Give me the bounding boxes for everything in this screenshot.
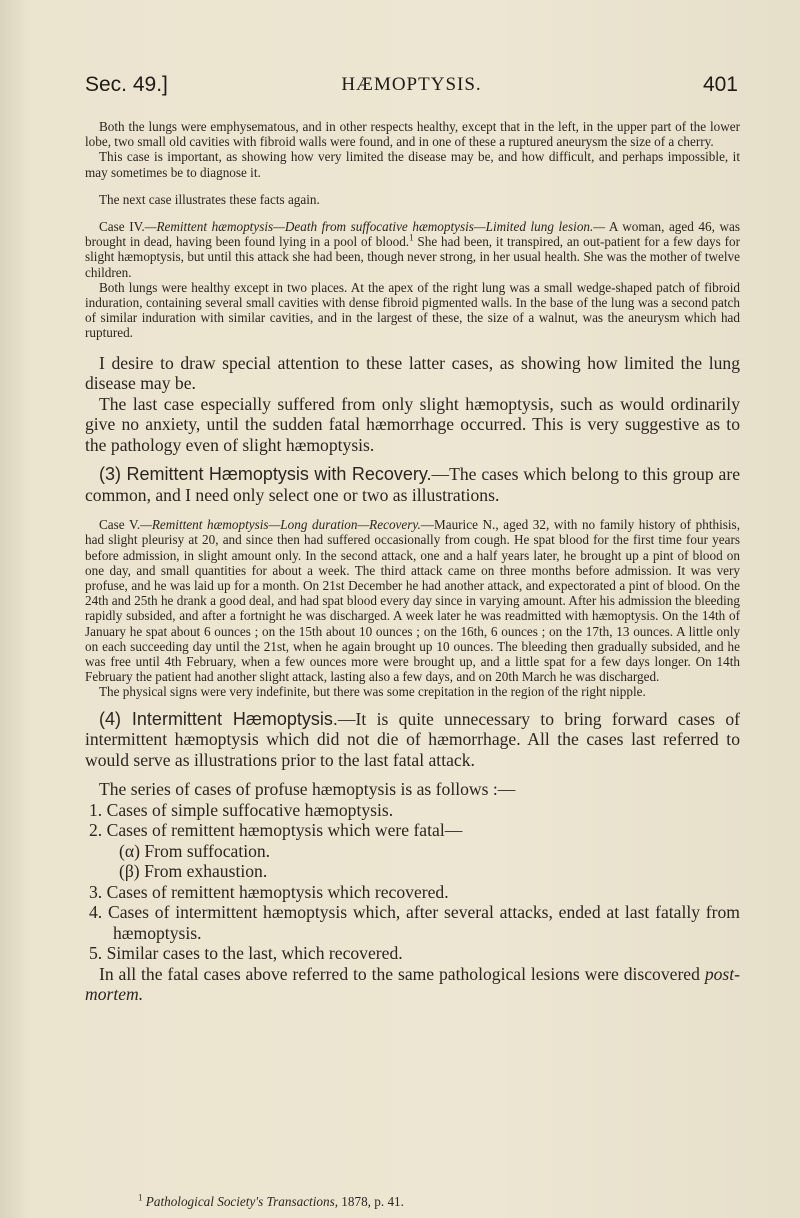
case-iv-title: —Remittent hæmoptysis—Death from suffocative hæmoptysis—Limited lung lesion.—: [144, 219, 606, 235]
paragraph-attention: I desire to draw special attention to these latter cases, as showing how limited the lung disease may be.: [85, 352, 740, 394]
case-v-title: —Remittent hæmoptysis—Long duration—Recovery.: [140, 517, 421, 533]
case-v: [85, 517, 740, 684]
conclusion-italic: post-mortem.: [85, 963, 740, 1005]
section-number: Sec. 49.]: [85, 73, 168, 96]
case-iv-text-continued: She had been, it transpired, an out-patient for a few days for slight hæmoptysis, but until this attack she had been, though never strong, in her usual health. She was the mother of twelve children.: [85, 234, 740, 280]
section-intermittent: [85, 709, 740, 771]
section-3-heading: (3) Remittent Hæmoptysis with Recovery.: [99, 464, 432, 485]
paragraph-lungs: Both the lungs were emphysematous, and in other respects healthy, except that in the left, in the upper part of the lower lobe, two small old cavities with fibroid walls were found, and in one of these a ruptured aneurysm the size of a cherry.: [85, 119, 740, 150]
case-v-text: —Maurice N., aged 32, with no family history of phthisis, had slight pleurisy at 20, and since then had suffered occasionally from cough. He spat blood for the first time four years before admission, in slight amount only. In the second attack, one and a half years later, he brought up a pint of blood on one day, and small quantities for about a week. The third attack came on three months before admission. It was very profuse, and he was laid up for a month. On 21st December he had another attack, and expectorated a pint of blood. On the 24th and 25th he drank a good deal, and had spat blood every day since in varying amount. After his admission the bleeding rapidly subsided, and after a fortnight he was discharged. A week later he was readmitted with hæmoptysis. On the 14th of January he spat about 6 ounces ; on the 15th about 10 ounces ; on the 16th, 6 ounces ; on the 17th, 13 ounces. A little only on each succeeding day until the 21st, when he again brought up 10 ounces. The bleeding then gradually subsided, and he was free until 4th February, when a few ounces more were brought up, and a little spat for a few days longer. On 14th February the patient had another slight attack, lasting also a few days, and on 20th March he was discharged.: [85, 517, 740, 685]
summary-intro: The series of cases of profuse hæmoptysis is as follows :—: [99, 779, 516, 800]
case-iv: [85, 219, 740, 280]
section-remittent-recovery: [85, 464, 740, 505]
page-number: 401: [702, 73, 738, 96]
running-title: HÆMOPTYSIS.: [341, 74, 482, 95]
list-item: 1. Cases of simple suffocative hæmoptysis.: [89, 799, 394, 820]
list-item: 4. Cases of intermittent hæmoptysis which, after several attacks, ended at last fatally from hæmoptysis.: [89, 902, 740, 943]
footnote-source: Pathological Society's Transactions,: [145, 1194, 338, 1209]
section-3-text: —The cases which belong to this group are common, and I need only select one or two as illustrations.: [85, 464, 740, 505]
case-iv-label: Case IV.: [99, 219, 145, 235]
list-item: 5. Similar cases to the last, which recovered.: [89, 943, 403, 964]
case-iv-findings: Both lungs were healthy except in two places. At the apex of the right lung was a small wedge-shaped patch of fibroid induration, containing several small cavities with dense fibroid pigmented walls. In the base of the lung was a second patch of similar induration with similar cavities, and in the largest of these, the size of a walnut, was the aneurysm which had ruptured.: [85, 279, 740, 341]
page-body: [85, 119, 740, 1005]
list-item: 2. Cases of remittent hæmoptysis which were fatal—: [89, 820, 463, 841]
list-item: 3. Cases of remittent hæmoptysis which recovered.: [89, 881, 449, 902]
case-v-physical-signs: The physical signs were very indefinite, but there was some crepitation in the region of the right nipple.: [99, 684, 646, 700]
running-header: [85, 73, 738, 99]
paragraph-next-case: The next case illustrates these facts again.: [99, 191, 320, 207]
footnote-ref: 1: [409, 232, 414, 243]
section-4-text: —It is quite unnecessary to bring forward cases of intermittent hæmoptysis which did not die of hæmorrhage. All the cases last referred to would serve as illustrations prior to the last fatal attack.: [85, 708, 740, 770]
paragraph-last-case: The last case especially suffered from only slight hæmoptysis, such as would ordinarily give no anxiety, until the sudden fatal hæmorrhage occurred. This is very suggestive as to the pathology even of slight hæmoptysis.: [85, 393, 740, 455]
sub-list-item: (α) From suffocation.: [119, 840, 271, 861]
footnote-citation: 1878, p. 41.: [338, 1194, 404, 1209]
case-iv-text: A woman, aged 46, was brought in dead, having been found lying in a pool of blood.: [85, 219, 740, 250]
sub-list-item: (β) From exhaustion.: [119, 861, 268, 882]
summary-list: [85, 800, 740, 964]
paragraph-importance: This case is important, as showing how very limited the disease may be, and how difficult, and perhaps impossible, it may sometimes be to diagnose it.: [85, 149, 740, 180]
case-v-label: Case V.: [99, 517, 141, 533]
footnote-mark: 1: [138, 1192, 143, 1203]
conclusion: [85, 964, 740, 1005]
conclusion-text: In all the fatal cases above referred to the same pathological lesions were discovered: [99, 963, 705, 984]
footnote: [138, 1194, 738, 1209]
section-4-heading: (4) Intermittent Hæmoptysis.: [99, 708, 338, 729]
